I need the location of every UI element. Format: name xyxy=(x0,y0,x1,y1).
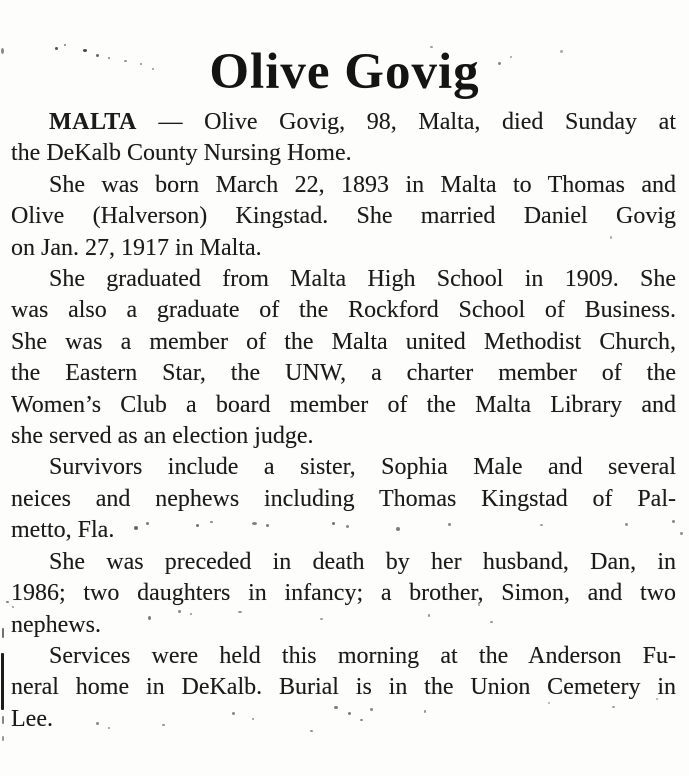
obituary-body xyxy=(11,107,676,735)
paragraph-line xyxy=(11,107,676,138)
paragraph-line: Lee. xyxy=(11,705,53,732)
paragraph-line: She graduated from Malta High School in 1909. She xyxy=(49,266,676,293)
paragraph-line-text: — Olive Govig, 98, Malta, died Sunday at xyxy=(136,109,676,135)
paragraph-line: Survivors include a sister, Sophia Male and several xyxy=(49,454,676,481)
paragraph-line: Olive (Halverson) Kingstad. She married Daniel Govig xyxy=(11,203,676,230)
paragraph-line: was also a graduate of the Rockford School of Business. xyxy=(11,297,676,324)
scan-edge-line xyxy=(1,653,4,710)
paragraph-line: nephews. xyxy=(11,611,101,638)
paragraph-line: on Jan. 27, 1917 in Malta. xyxy=(11,234,262,261)
paragraph-line: she served as an election judge. xyxy=(11,423,314,450)
paragraph-line: the DeKalb County Nursing Home. xyxy=(11,140,352,167)
paragraph-line: She was a member of the Malta united Methodist Church, xyxy=(11,328,676,355)
paragraph-line: She was born March 22, 1893 in Malta to Thomas and xyxy=(49,171,676,198)
paragraph-line: Women’s Club a board member of the Malta Library and xyxy=(11,391,676,418)
paragraph-line: neral home in DeKalb. Burial is in the Union Cemetery in xyxy=(11,674,676,701)
paragraph-line: metto, Fla. xyxy=(11,517,115,544)
obituary-title: Olive Govig xyxy=(209,44,480,100)
paragraph-line: 1986; two daughters in infancy; a brother, Simon, and two xyxy=(11,580,676,607)
dateline: MALTA xyxy=(49,109,137,135)
paragraph-line: neices and nephews including Thomas Kingstad of Pal- xyxy=(11,485,676,512)
paragraph-line: She was preceded in death by her husband, Dan, in xyxy=(49,548,676,575)
paragraph-line: the Eastern Star, the UNW, a charter member of the xyxy=(11,360,676,387)
paragraph-line: Services were held this morning at the Anderson Fu- xyxy=(49,642,676,669)
